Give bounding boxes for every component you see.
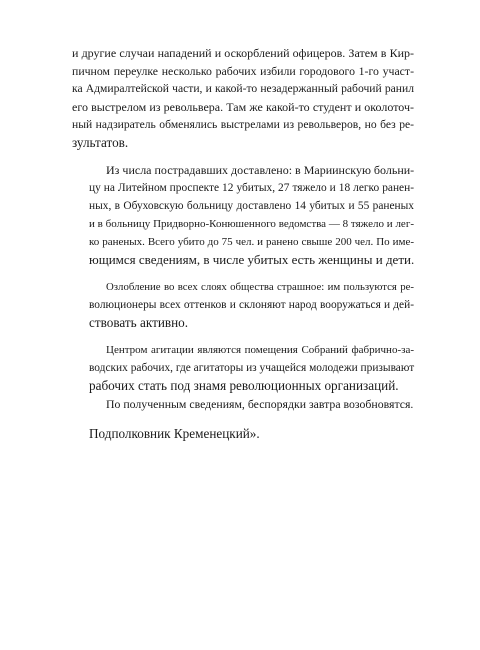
text-line: ный надзиратель обменялись выстрелами из револьверов, но без ре- [72,118,414,131]
text-line: волюционеры всех оттенков и склоняют народ вооружаться и дей- [89,299,414,311]
signature: Подполковник Кременецкий». [89,426,260,441]
text-line: По полученным сведениям, беспорядки завтра возобновятся. [106,397,414,411]
paragraph-4 [72,341,414,395]
text-line: Центром агитации являются помещения Собраний фабрично-за- [106,344,414,356]
paragraph-2 [72,161,414,269]
text-line: его выстрелом из револьвера. Там же какой-то студент и околоточ- [72,100,414,114]
text-line: и другие случаи нападений и оскорблений офицеров. Затем в Кир- [72,46,414,60]
text-line: и в больницу Придворно-Конюшенного ведомства — 8 тяжело и лег- [89,218,414,230]
text-line: ко раненых. Всего убито до 75 чел. и ранено свыше 200 чел. По име- [89,236,414,248]
paragraph-3 [72,278,414,332]
text-line: ных, в Обуховскую больницу доставлено 14 убитых и 55 раненых [89,200,414,212]
text-line: рабочих стать под знамя революционных организаций. [89,378,399,393]
text-line: ка Адмиралтейской части, и какой-то незадержанный рабочий ранил [72,82,414,95]
text-line: ющимся сведениям, в числе убитых есть женщины и дети. [89,252,415,267]
text-line: Озлобление во всех слоях общества страшное: им пользуются ре- [106,281,414,293]
text-line: цу на Литейном проспекте 12 убитых, 27 тяжело и 18 легко ранен- [89,182,414,194]
text-line: зультатов. [72,135,129,150]
text-line: Из числа пострадавших доставлено: в Мариинскую больни- [106,163,415,177]
document-page [72,44,414,443]
text-line: водских рабочих, где агитаторы из учащейся молодежи призывают [89,362,415,374]
text-line: ствовать активно. [89,315,189,330]
paragraph-1 [72,44,414,152]
text-line: пичном переулке несколько рабочих избили городового 1-го участ- [72,64,414,78]
paragraph-5 [72,395,414,413]
